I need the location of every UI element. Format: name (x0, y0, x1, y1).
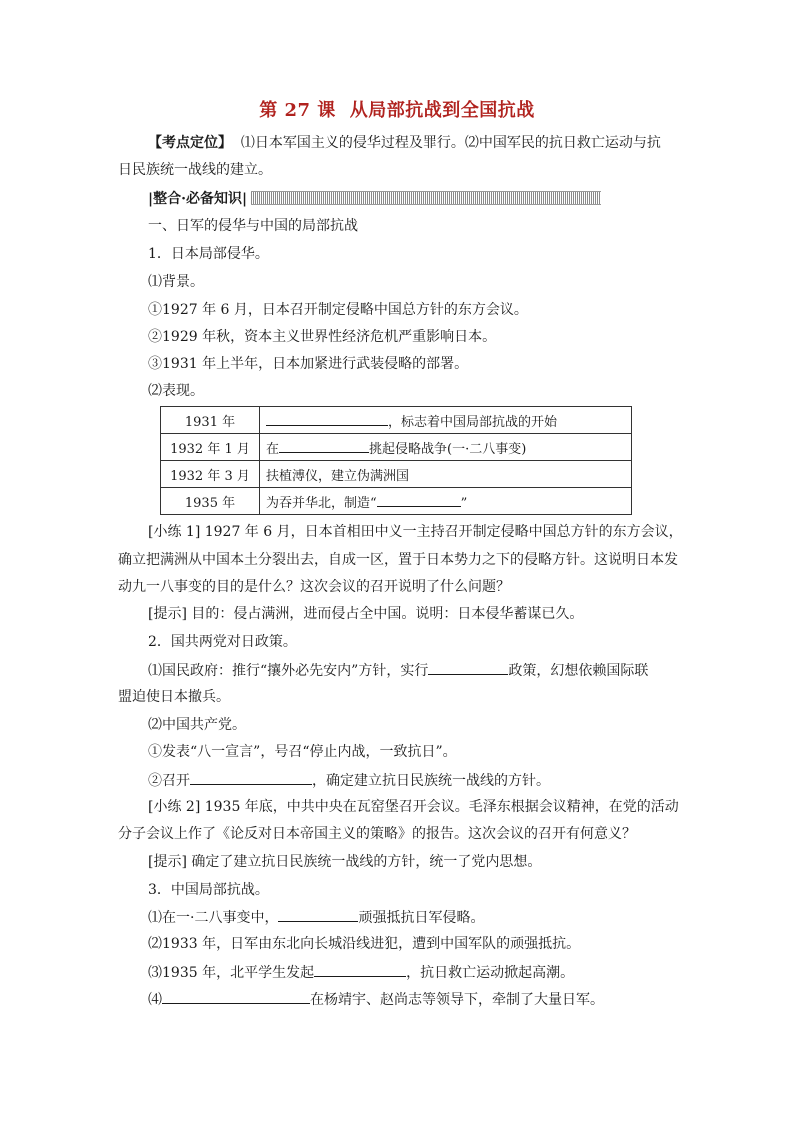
table-event (260, 407, 632, 434)
s2-b2 (148, 770, 550, 791)
s3-c3-pre: ⑶1935 年，北平学生发起 (148, 965, 315, 981)
table-event-text: 在 (266, 441, 280, 457)
x1-line-2: 确立把满洲从中国本土分裂出去，自成一区，置于日本势力之下的侵略方针。这说明日本发 (118, 552, 678, 568)
s1-p1: 1．日本局部侵华。 (148, 246, 269, 262)
fill-blank[interactable] (428, 660, 508, 675)
s2-a1 (148, 660, 648, 681)
s3-c4 (148, 989, 604, 1010)
fill-blank[interactable] (278, 907, 358, 922)
s1-p1b: ⑵表现。 (148, 383, 204, 399)
fill-blank[interactable] (279, 438, 369, 453)
table-event: 扶植溥仪，建立伪满洲国 (260, 461, 632, 488)
table-row (161, 407, 632, 434)
table-year: 1935 年 (161, 488, 260, 515)
table-event-text: 挑起侵略战争(一·二八事变) (369, 441, 527, 457)
s2-a1-post: 政策，幻想依赖国际联 (508, 663, 649, 679)
kaodian-line-2: 日民族统一战线的建立。 (118, 162, 272, 178)
kaodian-label: 【考点定位】 (148, 135, 232, 151)
lesson-name: 从局部抗战到全国抗战 (349, 100, 535, 121)
table-event (260, 488, 632, 515)
s1-p1a: ⑴背景。 (148, 274, 204, 290)
table-year: 1931 年 (161, 407, 260, 434)
table-year: 1932 年 3 月 (161, 461, 260, 488)
fill-blank[interactable] (162, 989, 310, 1004)
table-event (260, 434, 632, 461)
s2-p: 2．国共两党对日政策。 (148, 634, 297, 650)
x1-hint: [提示] 目的：侵占满洲，进而侵占全中国。说明：日本侵华蓄谋已久。 (148, 606, 584, 622)
s2-a2: 盟迫使日本撤兵。 (118, 689, 230, 705)
s1-b2: ②1929 年秋，资本主义世界性经济危机严重影响日本。 (148, 329, 497, 345)
s3-c2: ⑵1933 年，日军由东北向长城沿线进犯，遭到中国军队的顽强抵抗。 (148, 936, 581, 952)
s3-c1-pre: ⑴在一·二八事变中， (148, 910, 279, 926)
s3-c1-post: 顽强抵抗日军侵略。 (358, 910, 485, 926)
table-row (161, 461, 632, 488)
table-event-text: 为吞并华北，制造“ (266, 495, 377, 511)
table-year: 1932 年 1 月 (161, 434, 260, 461)
x1-line-1: [小练 1] 1927 年 6 月，日本首相田中义一主持召开制定侵略中国总方针的东方会议， (148, 524, 683, 540)
s2-a1-pre: ⑴国民政府：推行“攘外必先安内”方针，实行 (148, 663, 429, 679)
s2-b2-post: ，确定建立抗日民族统一战线的方针。 (312, 773, 550, 789)
events-table (160, 406, 632, 515)
s1-b3: ③1931 年上半年，日本加紧进行武装侵略的部署。 (148, 356, 469, 372)
section-header (148, 188, 601, 208)
table-row (161, 488, 632, 515)
s1-b1: ①1927 年 6 月，日本召开制定侵略中国总方针的东方会议。 (148, 302, 528, 318)
s1-heading: 一、日军的侵华与中国的局部抗战 (148, 218, 358, 234)
lesson-title (0, 96, 794, 122)
s3-c4-pre: ⑷ (148, 992, 162, 1008)
kaodian-line-1 (148, 133, 661, 153)
s3-c4-post: 在杨靖宇、赵尚志等领导下，牵制了大量日军。 (310, 992, 604, 1008)
table-event-text: ，标志着中国局部抗战的开始 (388, 414, 558, 430)
s3-p: 3．中国局部抗战。 (148, 882, 269, 898)
table-row (161, 434, 632, 461)
kaodian-text-1: ⑴日本军国主义的侵华过程及罪行。⑵中国军民的抗日救亡运动与抗 (240, 135, 661, 151)
fill-blank[interactable] (377, 492, 461, 507)
fill-blank[interactable] (314, 962, 406, 977)
x2-line-2: 分子会议上作了《论反对日本帝国主义的策略》的报告。这次会议的召开有何意义？ (118, 826, 636, 842)
x2-line-1: [小练 2] 1935 年底，中共中央在瓦窑堡召开会议。毛泽东根据会议精神，在党的活动 (148, 799, 679, 815)
section-header-stripe (251, 191, 601, 205)
lesson-number: 第 27 课 (259, 100, 336, 121)
s2-b: ⑵中国共产党。 (148, 717, 246, 733)
s3-c1 (148, 907, 484, 928)
x2-hint: [提示] 确定了建立抗日民族统一战线的方针，统一了党内思想。 (148, 854, 542, 870)
s3-c3-post: ，抗日救亡运动掀起高潮。 (406, 965, 575, 981)
x1-line-3: 动九一八事变的目的是什么？这次会议的召开说明了什么问题？ (118, 579, 510, 595)
fill-blank[interactable] (190, 770, 312, 785)
s2-b2-pre: ②召开 (148, 773, 190, 789)
section-header-label: |整合·必备知识| (148, 191, 248, 207)
s2-b1: ①发表“八一宣言”，号召“停止内战，一致抗日”。 (148, 744, 457, 760)
table-event-text: ” (460, 495, 468, 511)
fill-blank[interactable] (266, 411, 388, 426)
s3-c3 (148, 962, 574, 983)
